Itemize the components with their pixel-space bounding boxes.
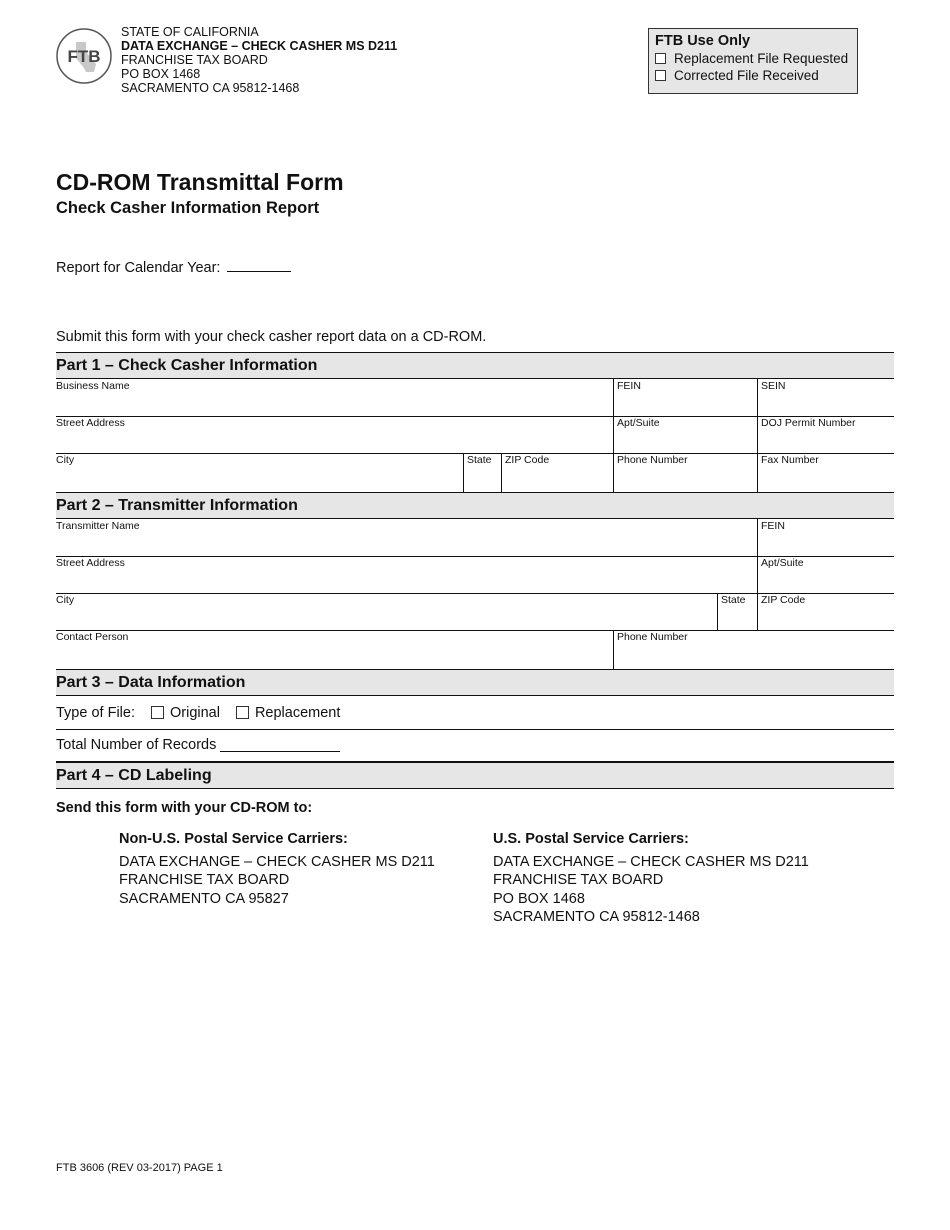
field-label: Transmitter Name bbox=[56, 520, 140, 532]
non-usps-address bbox=[119, 830, 435, 908]
part1-heading: Part 1 – Check Casher Information bbox=[56, 352, 894, 379]
transmitter-phone-field[interactable] bbox=[613, 630, 894, 669]
address-line: DATA EXCHANGE – CHECK CASHER MS D211 bbox=[493, 853, 809, 870]
field-label: FEIN bbox=[617, 380, 641, 392]
transmitter-name-field[interactable] bbox=[56, 519, 758, 557]
usps-heading: U.S. Postal Service Carriers: bbox=[493, 831, 689, 847]
street-address-field[interactable] bbox=[56, 416, 614, 454]
field-label: ZIP Code bbox=[505, 454, 550, 466]
transmitter-zip-field[interactable] bbox=[757, 593, 894, 631]
submit-note: Submit this form with your check casher report data on a CD-ROM. bbox=[56, 329, 487, 345]
send-to-label: Send this form with your CD-ROM to: bbox=[56, 800, 313, 816]
part3-heading: Part 3 – Data Information bbox=[56, 669, 894, 696]
corrected-received-checkbox[interactable] bbox=[655, 70, 666, 81]
replacement-requested-checkbox[interactable] bbox=[655, 53, 666, 64]
original-label: Original bbox=[169, 704, 220, 721]
field-label: ZIP Code bbox=[761, 594, 806, 606]
total-records-row bbox=[56, 729, 894, 762]
field-label: Phone Number bbox=[617, 631, 688, 643]
part2-heading: Part 2 – Transmitter Information bbox=[56, 492, 894, 519]
usps-address bbox=[493, 830, 809, 927]
address-line: STATE OF CALIFORNIA bbox=[121, 25, 259, 39]
field-label: City bbox=[56, 454, 75, 466]
field-label: FEIN bbox=[761, 520, 785, 532]
total-records-input[interactable] bbox=[220, 738, 340, 752]
logo-text: FTB bbox=[67, 47, 101, 66]
address-line: FRANCHISE TAX BOARD bbox=[121, 53, 268, 67]
address-line: DATA EXCHANGE – CHECK CASHER MS D211 bbox=[121, 39, 398, 53]
contact-person-field[interactable] bbox=[56, 630, 614, 669]
report-year-label: Report for Calendar Year: bbox=[56, 260, 221, 276]
report-year-input[interactable] bbox=[227, 258, 291, 272]
zip-field[interactable] bbox=[501, 453, 614, 492]
address-line: SACRAMENTO CA 95812-1468 bbox=[121, 81, 300, 95]
original-checkbox[interactable] bbox=[151, 706, 164, 719]
transmitter-street-field[interactable] bbox=[56, 556, 758, 594]
field-label: Business Name bbox=[56, 380, 130, 392]
transmitter-apt-field[interactable] bbox=[757, 556, 894, 594]
ftb-use-title: FTB Use Only bbox=[655, 33, 751, 49]
field-label: State bbox=[467, 454, 492, 466]
field-label: Street Address bbox=[56, 417, 125, 429]
field-label: State bbox=[721, 594, 746, 606]
field-label: City bbox=[56, 594, 75, 606]
report-year-row bbox=[56, 258, 291, 276]
phone-field[interactable] bbox=[613, 453, 758, 492]
ftb-use-option-label: Replacement File Requested bbox=[674, 51, 849, 66]
ftb-logo bbox=[56, 28, 112, 84]
address-line: PO BOX 1468 bbox=[493, 890, 585, 907]
form-title: CD-ROM Transmittal Form bbox=[56, 169, 344, 195]
field-label: Apt/Suite bbox=[617, 417, 660, 429]
address-line: FRANCHISE TAX BOARD bbox=[493, 872, 664, 888]
replacement-label: Replacement bbox=[254, 704, 341, 721]
address-line: SACRAMENTO CA 95812-1468 bbox=[493, 909, 700, 925]
non-usps-heading: Non-U.S. Postal Service Carriers: bbox=[119, 831, 348, 847]
address-line: DATA EXCHANGE – CHECK CASHER MS D211 bbox=[119, 853, 435, 870]
field-label: Street Address bbox=[56, 557, 125, 569]
field-label: Phone Number bbox=[617, 454, 688, 466]
ftb-use-option-label: Corrected File Received bbox=[674, 68, 819, 83]
fein-field[interactable] bbox=[613, 379, 758, 417]
field-label: SEIN bbox=[761, 380, 786, 392]
transmitter-state-field[interactable] bbox=[717, 593, 758, 631]
ftb-use-option bbox=[655, 50, 851, 67]
transmitter-fein-field[interactable] bbox=[757, 519, 894, 557]
apt-suite-field[interactable] bbox=[613, 416, 758, 454]
type-of-file-row bbox=[56, 696, 894, 730]
fax-field[interactable] bbox=[757, 453, 894, 492]
city-field[interactable] bbox=[56, 453, 464, 492]
transmitter-city-field[interactable] bbox=[56, 593, 718, 631]
total-records-label: Total Number of Records bbox=[56, 737, 217, 753]
business-name-field[interactable] bbox=[56, 379, 614, 417]
address-line: PO BOX 1468 bbox=[121, 67, 201, 81]
field-label: DOJ Permit Number bbox=[761, 417, 856, 429]
agency-address bbox=[121, 25, 397, 95]
address-line: SACRAMENTO CA 95827 bbox=[119, 890, 289, 907]
address-line: FRANCHISE TAX BOARD bbox=[119, 872, 290, 888]
ftb-use-option bbox=[655, 67, 851, 84]
type-of-file-label: Type of File: bbox=[56, 704, 135, 721]
state-field[interactable] bbox=[463, 453, 502, 492]
sein-field[interactable] bbox=[757, 379, 894, 417]
doj-permit-field[interactable] bbox=[757, 416, 894, 454]
form-subtitle: Check Casher Information Report bbox=[56, 199, 320, 217]
part4-heading: Part 4 – CD Labeling bbox=[56, 762, 894, 789]
field-label: Contact Person bbox=[56, 631, 129, 643]
ftb-use-only-box bbox=[648, 28, 858, 94]
replacement-checkbox[interactable] bbox=[236, 706, 249, 719]
field-label: Fax Number bbox=[761, 454, 819, 466]
form-footer: FTB 3606 (REV 03-2017) PAGE 1 bbox=[56, 1162, 223, 1174]
field-label: Apt/Suite bbox=[761, 557, 804, 569]
